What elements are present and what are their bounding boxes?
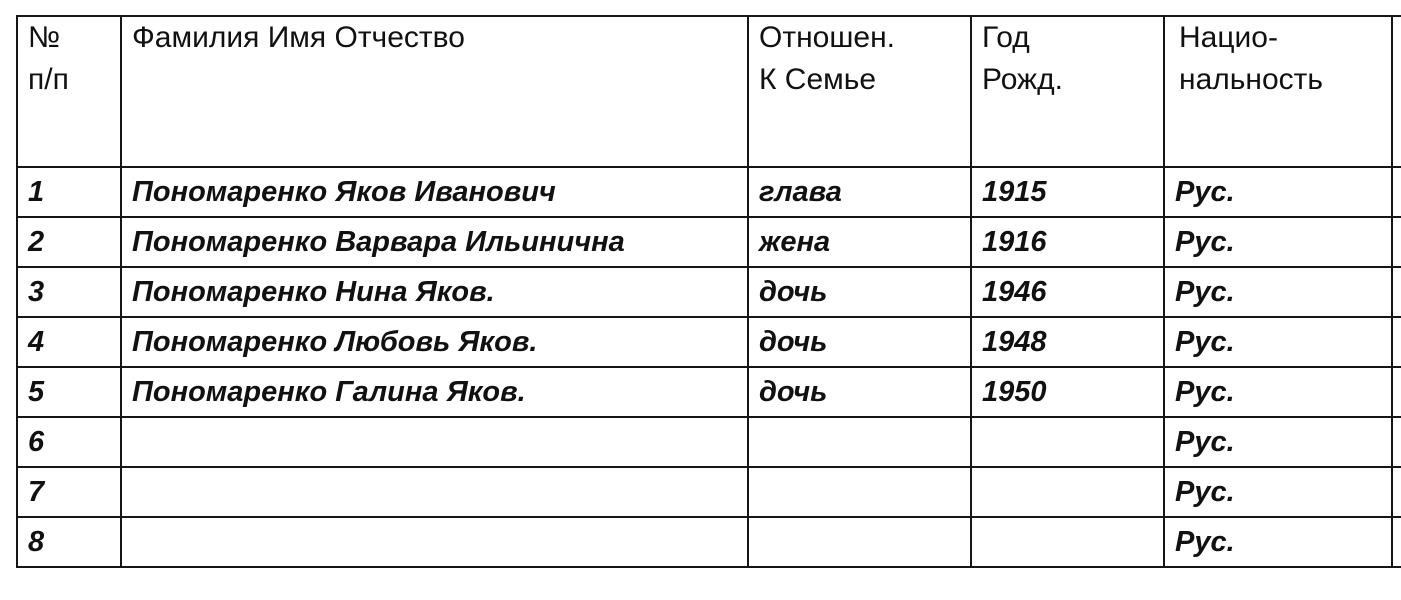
cell-nationality — [1164, 317, 1392, 367]
row-num: 2 — [28, 226, 45, 258]
cell-nationality — [1164, 267, 1392, 317]
cell-year — [971, 367, 1164, 417]
cell-num — [17, 467, 121, 517]
header-row — [17, 16, 1401, 167]
row-num: 8 — [28, 526, 45, 558]
row-relation: жена — [759, 226, 831, 258]
table-row — [17, 367, 1401, 417]
cell-name — [121, 217, 748, 267]
row-nationality: Рус. — [1175, 376, 1235, 408]
header-nationality-label: Нацио- нальность — [1179, 21, 1324, 96]
cell-num — [17, 167, 121, 217]
cell-relation — [748, 317, 971, 367]
cell-relation — [748, 267, 971, 317]
row-nationality: Рус. — [1175, 226, 1235, 258]
row-relation: дочь — [759, 376, 828, 408]
header-name — [121, 16, 748, 167]
row-year: 1948 — [982, 326, 1047, 358]
row-nationality: Рус. — [1175, 526, 1235, 558]
row-name: Пономаренко Галина Яков. — [132, 376, 526, 408]
cell-relation — [748, 217, 971, 267]
header-year — [971, 16, 1164, 167]
cell-relation — [748, 417, 971, 467]
cell-name — [121, 367, 748, 417]
cell-year — [971, 467, 1164, 517]
table-row — [17, 417, 1401, 467]
header-nationality — [1164, 16, 1392, 167]
header-cut-column — [1392, 16, 1401, 167]
row-num: 7 — [28, 476, 45, 508]
cell-year — [971, 217, 1164, 267]
header-num-label: № п/п — [28, 21, 69, 96]
cell-cut — [1392, 267, 1401, 317]
cell-name — [121, 317, 748, 367]
cell-name — [121, 417, 748, 467]
header-year-label: Год Рожд. — [982, 21, 1063, 96]
cell-name — [121, 517, 748, 567]
row-name: Пономаренко Варвара Ильинична — [132, 226, 625, 258]
cell-nationality — [1164, 367, 1392, 417]
row-name: Пономаренко Любовь Яков. — [132, 326, 538, 358]
table-row — [17, 267, 1401, 317]
row-nationality: Рус. — [1175, 476, 1235, 508]
row-year: 1946 — [982, 276, 1047, 308]
row-nationality: Рус. — [1175, 426, 1235, 458]
cell-year — [971, 517, 1164, 567]
cell-cut — [1392, 317, 1401, 367]
cell-cut — [1392, 517, 1401, 567]
cell-num — [17, 417, 121, 467]
cell-cut — [1392, 217, 1401, 267]
header-relation — [748, 16, 971, 167]
cell-nationality — [1164, 517, 1392, 567]
table-row — [17, 217, 1401, 267]
row-num: 1 — [28, 176, 45, 208]
row-num: 4 — [28, 326, 45, 358]
cell-year — [971, 417, 1164, 467]
cell-num — [17, 367, 121, 417]
row-name: Пономаренко Яков Иванович — [132, 176, 556, 208]
cell-num — [17, 317, 121, 367]
cell-nationality — [1164, 467, 1392, 517]
cell-nationality — [1164, 417, 1392, 467]
cell-relation — [748, 517, 971, 567]
row-relation: дочь — [759, 326, 828, 358]
header-num — [17, 16, 121, 167]
row-nationality: Рус. — [1175, 276, 1235, 308]
table-row — [17, 317, 1401, 367]
cell-name — [121, 267, 748, 317]
table-row — [17, 167, 1401, 217]
cell-num — [17, 267, 121, 317]
cell-cut — [1392, 417, 1401, 467]
table-row — [17, 517, 1401, 567]
row-relation: дочь — [759, 276, 828, 308]
row-num: 6 — [28, 426, 45, 458]
cell-relation — [748, 367, 971, 417]
cell-relation — [748, 467, 971, 517]
row-year: 1915 — [982, 176, 1047, 208]
cell-cut — [1392, 467, 1401, 517]
row-relation: глава — [759, 176, 842, 208]
cell-cut — [1392, 167, 1401, 217]
row-year: 1950 — [982, 376, 1047, 408]
row-nationality: Рус. — [1175, 326, 1235, 358]
header-relation-label: Отношен. К Семье — [759, 21, 895, 96]
family-table — [16, 15, 1401, 568]
cell-relation — [748, 167, 971, 217]
row-num: 5 — [28, 376, 45, 408]
cell-year — [971, 167, 1164, 217]
table-row — [17, 467, 1401, 517]
cell-nationality — [1164, 167, 1392, 217]
row-num: 3 — [28, 276, 45, 308]
cell-year — [971, 267, 1164, 317]
header-name-label: Фамилия Имя Отчество — [132, 21, 465, 54]
row-nationality: Рус. — [1175, 176, 1235, 208]
cell-name — [121, 167, 748, 217]
cell-year — [971, 317, 1164, 367]
row-year: 1916 — [982, 226, 1047, 258]
cell-nationality — [1164, 217, 1392, 267]
cell-num — [17, 517, 121, 567]
cell-name — [121, 467, 748, 517]
row-name: Пономаренко Нина Яков. — [132, 276, 495, 308]
cell-num — [17, 217, 121, 267]
cell-cut — [1392, 367, 1401, 417]
